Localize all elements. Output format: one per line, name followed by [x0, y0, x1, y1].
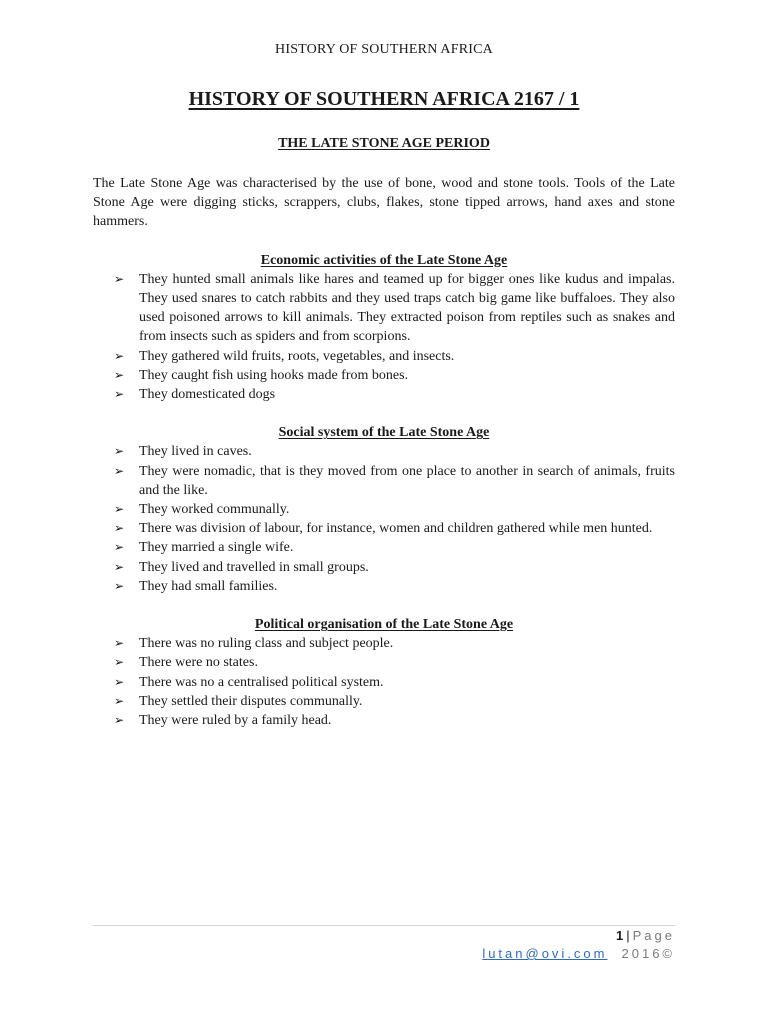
intro-paragraph: The Late Stone Age was characterised by the use of bone, wood and stone tools. Tools of the Late Stone Age were digging sticks, scrappers, clubs, flakes, stone tipped arrows, hand axes and stone hammers.	[93, 176, 675, 230]
list-item-text: They settled their disputes communally.	[139, 693, 363, 709]
economic-activities-heading: Economic activities of the Late Stone Age	[260, 252, 508, 268]
list-item	[93, 711, 675, 730]
list-item-text: They married a single wife.	[139, 540, 294, 556]
list-item-text: There was no ruling class and subject people.	[139, 636, 394, 652]
arrow-bullet-icon: ➢	[114, 463, 125, 478]
list-item	[93, 538, 675, 557]
political-organisation-list	[93, 634, 675, 730]
social-system-list	[93, 442, 675, 596]
arrow-bullet-icon: ➢	[114, 559, 125, 574]
running-header: HISTORY OF SOUTHERN AFRICA	[275, 42, 493, 57]
economic-activities-section	[93, 251, 675, 405]
list-item	[93, 692, 675, 711]
list-item	[93, 270, 675, 347]
arrow-bullet-icon: ➢	[114, 674, 125, 689]
political-organisation-heading: Political organisation of the Late Stone Age	[254, 617, 514, 633]
list-item-text: They caught fish using hooks made from bones.	[139, 367, 409, 383]
list-item	[93, 653, 675, 672]
arrow-bullet-icon: ➢	[114, 655, 125, 670]
list-item	[93, 577, 675, 596]
list-item	[93, 673, 675, 692]
copyright-year: 2016©	[621, 946, 675, 961]
list-item-text: There were no states.	[139, 655, 258, 671]
arrow-bullet-icon: ➢	[114, 713, 125, 728]
email-link[interactable]: lutan@ovi.com	[482, 946, 608, 961]
social-system-heading: Social system of the Late Stone Age	[278, 425, 490, 441]
economic-activities-list	[93, 270, 675, 404]
social-system-section	[93, 423, 675, 596]
political-organisation-section	[93, 615, 675, 730]
list-item	[93, 442, 675, 461]
page-number	[616, 928, 675, 943]
arrow-bullet-icon: ➢	[114, 693, 125, 708]
page-number-value: 1	[616, 928, 624, 943]
arrow-bullet-icon: ➢	[114, 578, 125, 593]
arrow-bullet-icon: ➢	[114, 502, 125, 517]
list-item	[93, 500, 675, 519]
list-item-text: They domesticated dogs	[139, 387, 276, 403]
list-item	[93, 366, 675, 385]
document-body	[93, 174, 675, 730]
list-item-text: They were ruled by a family head.	[139, 713, 332, 729]
list-item-text: They gathered wild fruits, roots, vegetables, and insects.	[139, 348, 455, 364]
list-item-text: They had small families.	[139, 578, 278, 594]
page-label: Page	[632, 928, 675, 943]
page-number-separator: |	[626, 928, 630, 943]
footer-divider	[93, 925, 675, 926]
list-item	[93, 558, 675, 577]
list-item	[93, 462, 675, 500]
list-item	[93, 519, 675, 538]
list-item-text: They lived and travelled in small groups.	[139, 559, 369, 575]
arrow-bullet-icon: ➢	[114, 521, 125, 536]
section-title: THE LATE STONE AGE PERIOD	[278, 136, 490, 151]
arrow-bullet-icon: ➢	[114, 387, 125, 402]
list-item-text: There was division of labour, for instance, women and children gathered while men hunted.	[139, 521, 653, 537]
list-item-text: There was no a centralised political system.	[139, 674, 384, 690]
list-item	[93, 385, 675, 404]
footer	[482, 946, 675, 961]
list-item-text: They worked communally.	[139, 502, 290, 518]
list-item-text: They hunted small animals like hares and teamed up for bigger ones like kudus and impalas. They used snares to catch rabbits and they used traps catch big game like buffaloes. They also used poisoned arrows to kill animals. They extracted poison from reptiles such as snakes and from insects such as spiders and from scorpions.	[139, 271, 675, 345]
list-item-text: They lived in caves.	[139, 444, 252, 460]
arrow-bullet-icon: ➢	[114, 540, 125, 555]
list-item	[93, 634, 675, 653]
document-title: HISTORY OF SOUTHERN AFRICA 2167 / 1	[188, 88, 580, 110]
list-item-text: They were nomadic, that is they moved from one place to another in search of animals, fruits and the like.	[139, 463, 675, 498]
list-item	[93, 347, 675, 366]
arrow-bullet-icon: ➢	[114, 444, 125, 459]
arrow-bullet-icon: ➢	[114, 636, 125, 651]
arrow-bullet-icon: ➢	[114, 367, 125, 382]
arrow-bullet-icon: ➢	[114, 348, 125, 363]
arrow-bullet-icon: ➢	[114, 271, 125, 286]
